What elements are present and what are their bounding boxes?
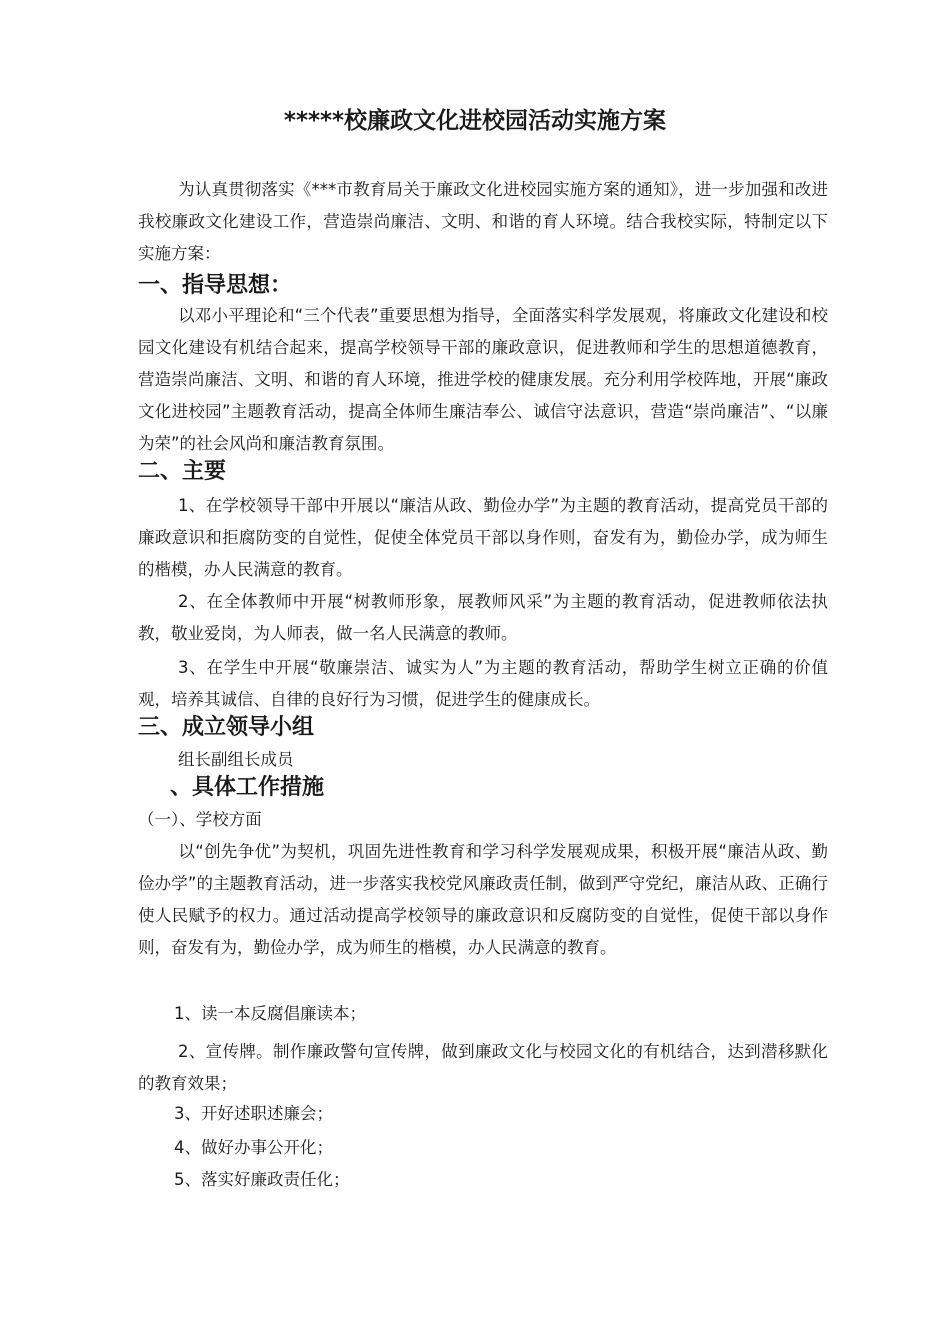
section-4-text: 以“创先争优”为契机，巩固先进性教育和学习科学发展观成果，积极开展“廉洁从政、勤俭办学”的主题教育活动，进一步落实我校党风廉政责任制，做到严守党纪，廉洁从政、正确行使人民赋予的权力。通过活动提高学校领导的廉政意识和反腐防变的自觉性，促使干部以身作则，奋发有为，勤俭办学，成为师生的楷模，办人民满意的教育。 [138,842,828,957]
measure-item-2 [138,1036,828,1100]
intro-text: 为认真贯彻落实《***市教育局关于廉政文化进校园实施方案的通知》，进一步加强和改进我校廉政文化建设工作，营造崇尚廉洁、文明、和谐的育人环境。结合我校实际，特制定以下实施方案： [138,180,828,263]
section-2-item-1 [138,490,828,586]
section-4-heading: 、具体工作措施 [170,775,325,800]
section-2-item-3-text: 3、在学生中开展“敬廉崇洁、诚实为人”为主题的教育活动，帮助学生树立正确的价值观，培养其诚信、自律的良好行为习惯，促进学生的健康成长。 [138,658,828,709]
section-2-item-1-text: 1、在学校领导干部中开展以“廉洁从政、勤俭办学”为主题的教育活动，提高党员干部的廉政意识和拒腐防变的自觉性，促使全体党员干部以身作则，奋发有为，勤俭办学，成为师生的楷模，办人民满意的教育。 [138,496,828,579]
section-1-heading: 一、指导思想： [138,273,293,298]
section-1-paragraph [138,300,828,460]
section-1-text: 以邓小平理论和“三个代表”重要思想为指导，全面落实科学发展观，将廉政文化建设和校园文化建设有机结合起来，提高学校领导干部的廉政意识，促进教师和学生的思想道德教育，营造崇尚廉洁、文明、和谐的育人环境，推进学校的健康发展。充分利用学校阵地，开展“廉政文化进校园”主题教育活动，提高全体师生廉洁奉公、诚信守法意识，营造“崇尚廉洁”、“以廉为荣”的社会风尚和廉洁教育氛围。 [138,306,828,453]
section-2-item-3 [138,652,828,716]
measure-item-5: 5、落实好廉政责任化； [174,1170,350,1189]
section-4-paragraph [138,836,828,964]
measure-item-4: 4、做好办事公开化； [174,1138,333,1157]
section-4-subheading: （一）、学校方面 [138,810,262,829]
section-2-item-2 [138,586,828,650]
section-2-heading: 二、主要 [138,459,227,484]
intro-paragraph [138,174,828,270]
document-title: *****校廉政文化进校园活动实施方案 [283,108,667,134]
leadership-members: 组长副组长成员 [178,750,294,769]
measure-item-3: 3、开好述职述廉会； [174,1104,333,1123]
measure-item-1: 1、读一本反腐倡廉读本； [174,1004,366,1023]
section-3-heading: 三、成立领导小组 [138,715,315,740]
measure-item-2-text: 2、宣传牌。制作廉政警句宣传牌，做到廉政文化与校园文化的有机结合，达到潜移默化的教育效果； [138,1042,828,1093]
section-2-item-2-text: 2、在全体教师中开展“树教师形象，展教师风采”为主题的教育活动，促进教师依法执教，敬业爱岗，为人师表，做一名人民满意的教师。 [138,592,828,643]
